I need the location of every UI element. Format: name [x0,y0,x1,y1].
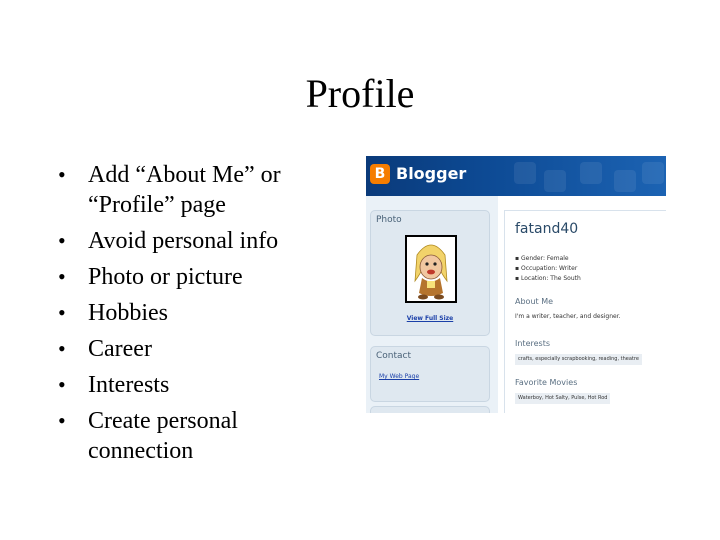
blogger-profile-screenshot [366,156,666,413]
bullet-icon: • [58,162,66,187]
profile-detail-gender: ▪ Gender: Female [515,255,569,262]
sidebar-box [370,406,490,413]
header-decor [642,162,664,184]
bullet-list [58,160,348,472]
bullet-text: Photo or picture [88,264,243,290]
contact-box [370,346,490,402]
profile-detail-occupation: ▪ Occupation: Writer [515,265,578,272]
header-decor [580,162,602,184]
bullet-text: Career [88,336,152,362]
about-me-text: I'm a writer, teacher, and designer. [515,313,621,320]
profile-sidebar [366,196,498,413]
header-decor [544,170,566,192]
avatar-cartoon-icon [407,237,455,301]
profile-detail-location: ▪ Location: The South [515,275,581,282]
bullet-item [58,370,348,400]
bullet-item [58,334,348,364]
avatar [405,235,457,303]
my-web-page-link[interactable]: My Web Page [379,373,420,380]
bullet-icon: • [58,336,66,361]
header-decor [514,162,536,184]
bullet-icon: • [58,300,66,325]
blogger-logo-icon: B [370,164,390,184]
bullet-icon: • [58,372,66,397]
bullet-text: Interests [88,372,170,398]
bullet-text: Avoid personal info [88,228,279,254]
favorite-movies-heading: Favorite Movies [515,378,578,387]
view-full-size-link[interactable]: View Full Size [406,315,454,322]
blogger-wordmark: Blogger [396,164,467,183]
bullet-icon: • [58,408,66,433]
contact-box-title: Contact [376,351,412,361]
profile-content [504,210,666,413]
bullet-item [58,160,348,220]
bullet-text: Add “About Me” or “Profile” page [88,162,281,218]
photo-box-title: Photo [376,215,402,225]
interests-heading: Interests [515,339,550,348]
favorite-movies-text: Waterboy, Hot Salty, Pulse, Hot Rod [515,393,610,404]
bullet-icon: • [58,228,66,253]
slide-title: Profile [305,71,415,116]
blogger-header [366,156,666,196]
about-me-heading: About Me [515,297,554,306]
bullet-item [58,226,348,256]
bullet-item [58,298,348,328]
bullet-item [58,262,348,292]
bullet-icon: • [58,264,66,289]
photo-box [370,210,490,336]
interests-text: crafts, especially scrapbooking, reading, theatre [515,354,642,365]
bullet-item [58,406,348,466]
bullet-text: Create personal connection [88,408,238,464]
profile-username: fatand40 [515,221,579,237]
bullet-text: Hobbies [88,300,168,326]
header-decor [614,170,636,192]
